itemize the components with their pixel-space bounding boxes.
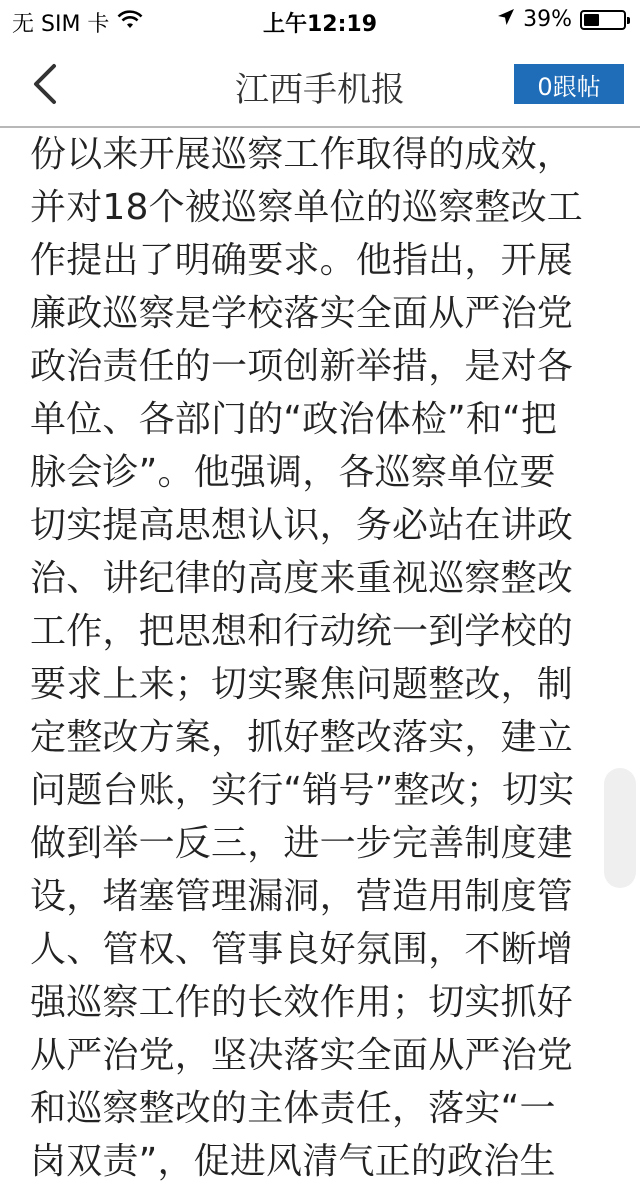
- article-line: 岗双责”，促进风清气正的政治生: [30, 1141, 556, 1182]
- article-line: 廉政巡察是学校落实全面从严治党: [30, 293, 574, 334]
- article-line: 工作，把思想和行动统一到学校的: [30, 611, 574, 652]
- article-line: 切实提高思想认识，务必站在讲政: [30, 505, 574, 546]
- carrier-label: 无 SIM 卡: [12, 12, 110, 37]
- status-right: [497, 7, 626, 32]
- article-line: 从严治党，坚决落实全面从严治党: [30, 1035, 574, 1076]
- battery-level: [584, 14, 599, 26]
- article-line: 作提出了明确要求。他指出，开展: [30, 240, 574, 281]
- article-line: 政治责任的一项创新举措，是对各: [30, 346, 574, 387]
- battery-percent: 39%: [523, 7, 572, 32]
- article-line: 单位、各部门的“政治体检”和“把: [30, 399, 558, 440]
- location-arrow-icon: [497, 7, 515, 32]
- article-line: 并对18个被巡察单位的巡察整改工: [30, 187, 584, 228]
- article-line: 脉会诊”。他强调，各巡察单位要: [30, 452, 556, 493]
- article-line: 问题台账，实行“销号”整改；切实: [30, 770, 575, 811]
- battery-icon: [580, 10, 626, 30]
- article-line: 设，堵塞管理漏洞，营造用制度管: [30, 876, 574, 917]
- article-line: 份以来开展巡察工作取得的成效，: [30, 134, 574, 175]
- nav-bar: [0, 40, 640, 128]
- article-line: 人、管权、管事良好氛围，不断增: [30, 929, 574, 970]
- article-line: 和巡察整改的主体责任，落实“一: [30, 1088, 556, 1129]
- article-body[interactable]: [30, 128, 612, 1182]
- reply-count-button[interactable]: 0跟帖: [514, 64, 624, 104]
- status-time: 上午12:19: [262, 12, 378, 37]
- scroll-handle[interactable]: [604, 768, 636, 888]
- page-title: 江西手机报: [235, 70, 405, 110]
- status-bar: [0, 0, 640, 40]
- article-line: 强巡察工作的长效作用；切实抓好: [30, 982, 574, 1023]
- article-line: 治、讲纪律的高度来重视巡察整改: [30, 558, 574, 599]
- article-line: 做到举一反三，进一步完善制度建: [30, 823, 574, 864]
- article-line: 要求上来；切实聚焦问题整改，制: [30, 664, 574, 705]
- article-line: 定整改方案，抓好整改落实，建立: [30, 717, 574, 758]
